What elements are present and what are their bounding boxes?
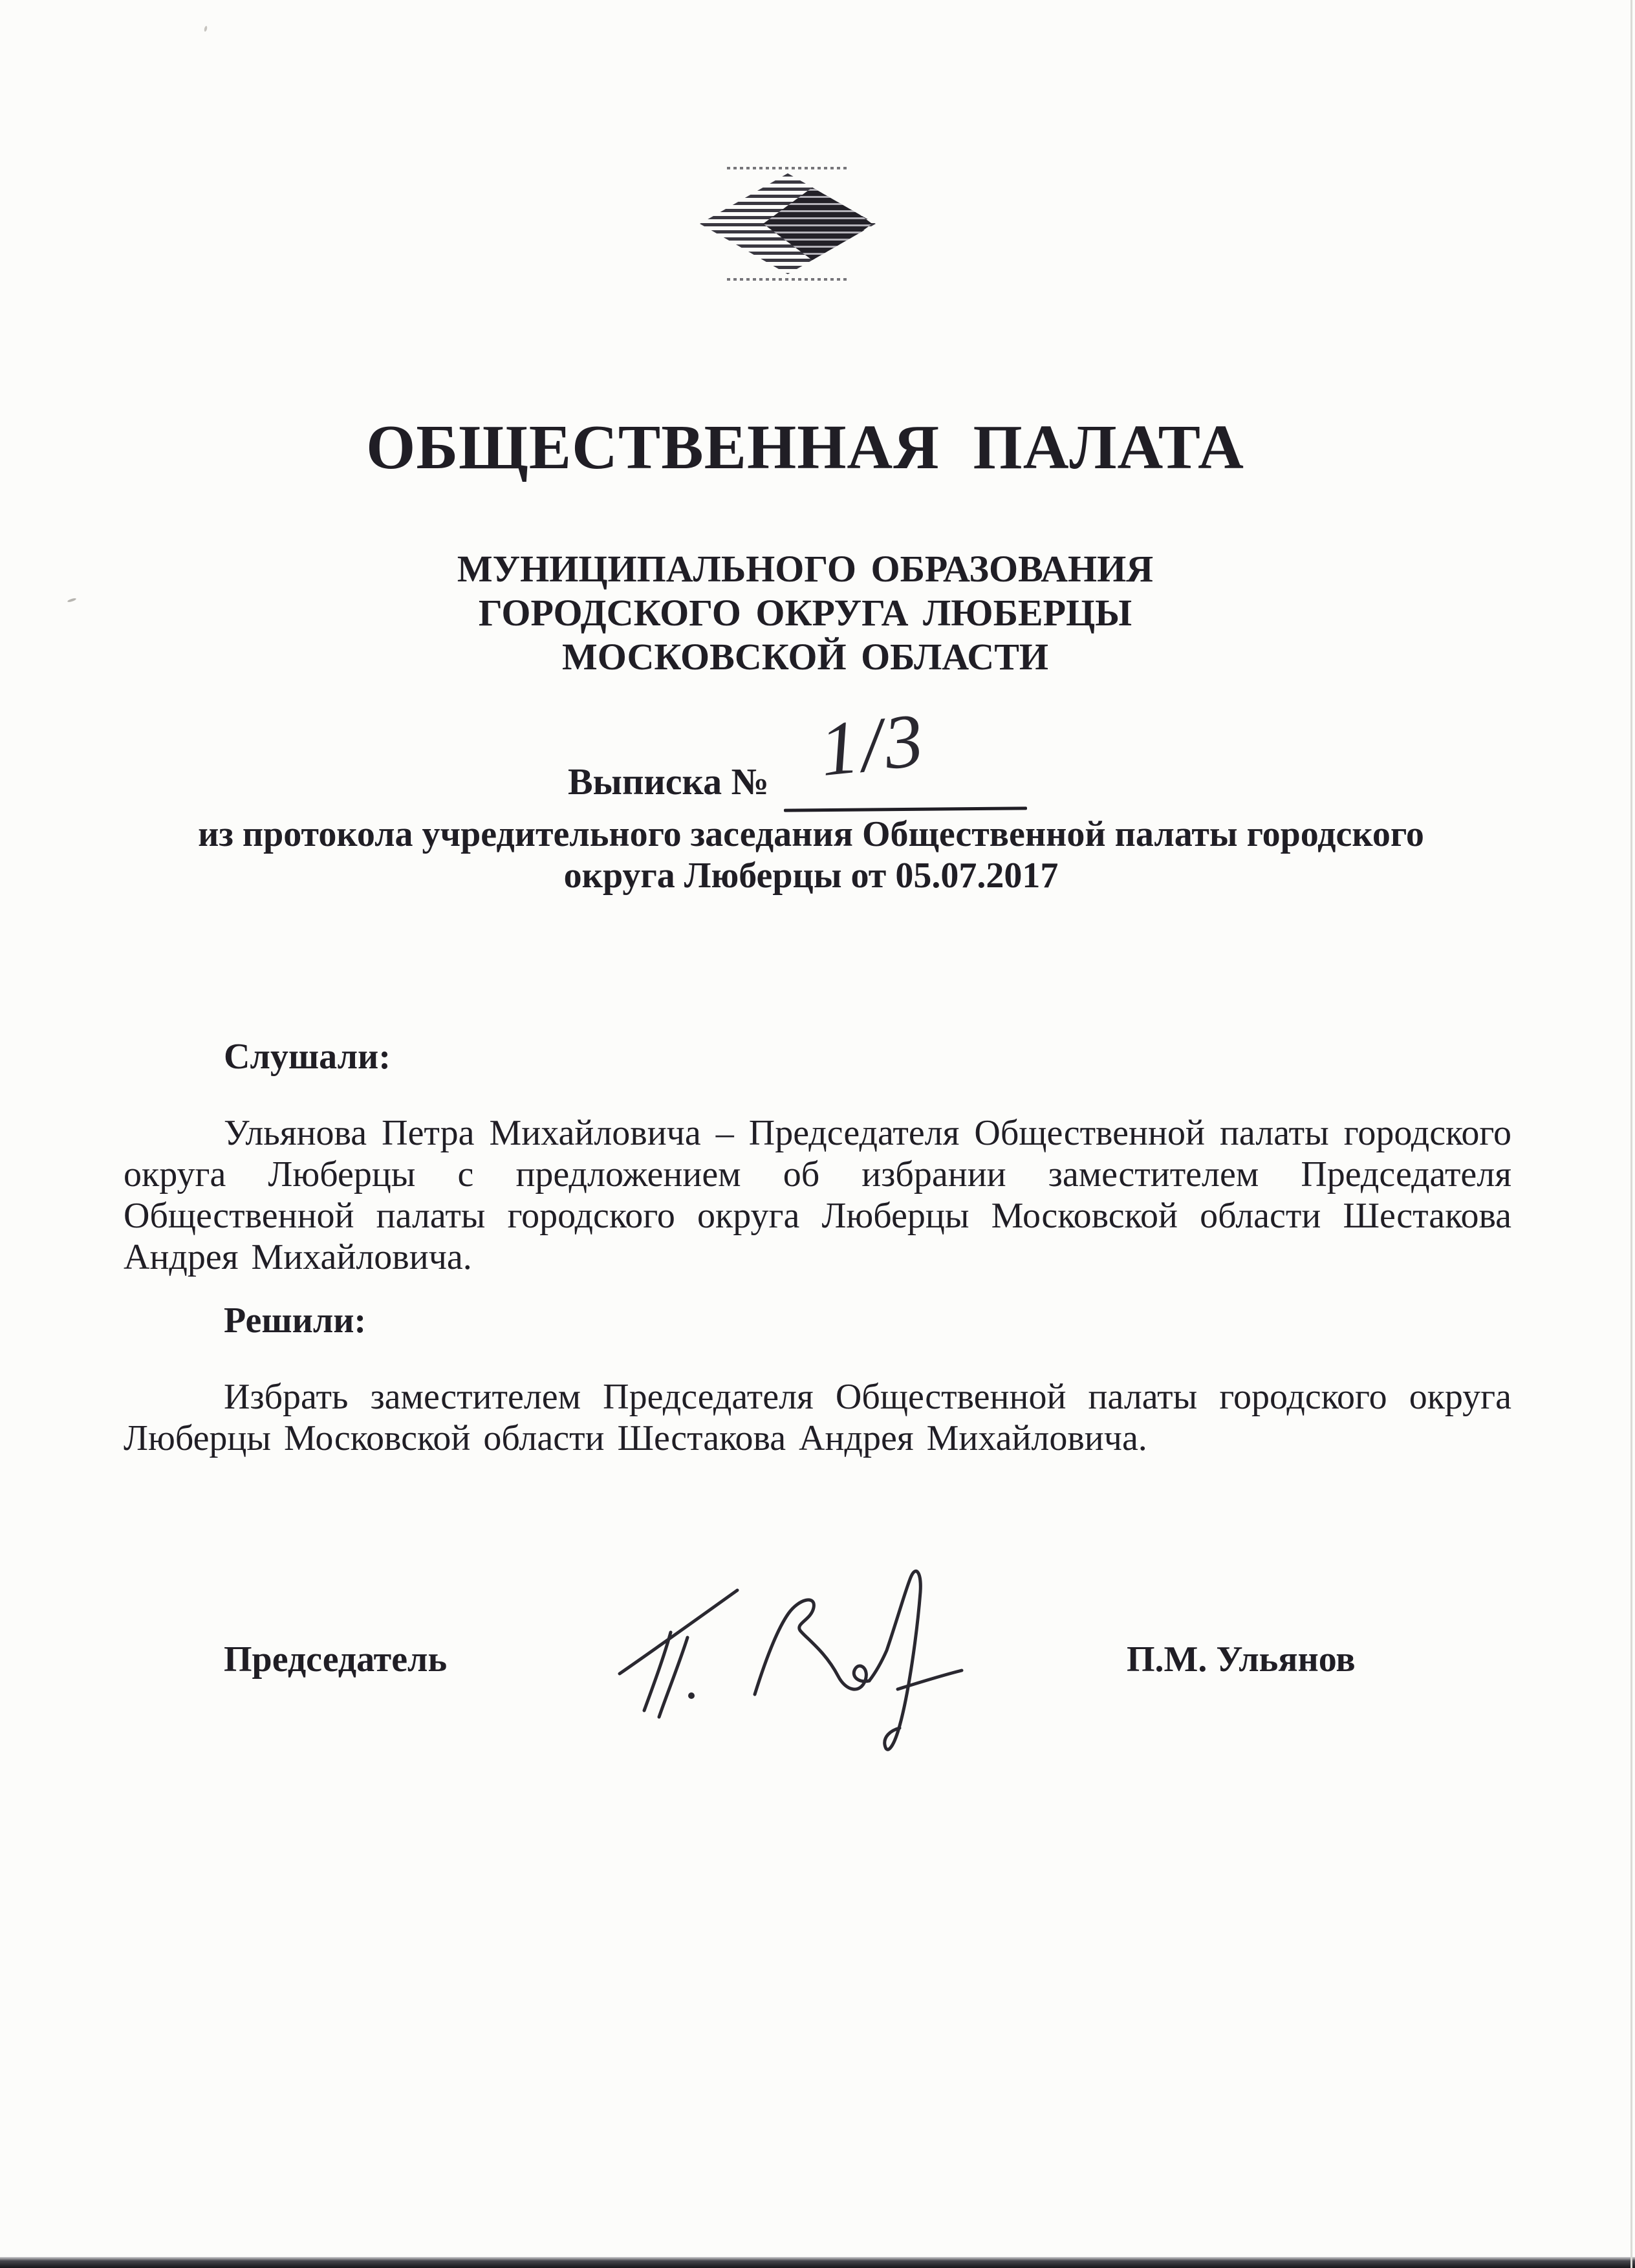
scan-bottom-edge	[0, 2257, 1635, 2268]
extract-description-line-2: округа Люберцы от 05.07.2017	[563, 856, 1059, 896]
section-resolved-heading: Решили:	[224, 1301, 367, 1341]
signature-role-label: Председатель	[224, 1639, 448, 1679]
scan-right-edge	[1630, 0, 1632, 2268]
extract-number-underline	[784, 806, 1027, 812]
logo-diamond-outer	[700, 173, 876, 274]
extract-description-line-1: из протокола учредительного заседания Общественной палаты городского	[198, 814, 1424, 854]
logo-microtext-bottom	[727, 278, 849, 281]
section-heard-heading: Слушали:	[224, 1037, 391, 1077]
signature-scribble	[601, 1481, 1002, 1830]
logo-diamond-inner	[763, 184, 872, 265]
org-subtitle-line-3: МОСКОВСКОЙ ОБЛАСТИ	[561, 636, 1048, 678]
org-name-title: ОБЩЕСТВЕННАЯ ПАЛАТА	[366, 413, 1244, 482]
extract-number-handwritten: 1/3	[816, 697, 930, 793]
org-subtitle-line-2: ГОРОДСКОГО ОКРУГА ЛЮБЕРЦЫ	[478, 592, 1132, 634]
signatory-name: П.М. Ульянов	[1127, 1639, 1356, 1679]
org-subtitle-line-1: МУНИЦИПАЛЬНОГО ОБРАЗОВАНИЯ	[457, 548, 1154, 590]
section-resolved-body: Избрать заместителем Председателя Общественной палаты городского округа Люберцы Московской области Шестакова Андрея Михайловича.	[124, 1377, 1511, 1458]
organization-logo	[700, 167, 876, 287]
section-heard-body: Ульянова Петра Михайловича – Председателя Общественной палаты городского округа Люберцы с предложением об избрании заместителем Председателя Общественной палаты городского округа Люберцы Московской области Шестакова Андрея Михайловича.	[124, 1113, 1511, 1277]
extract-label: Выписка №	[568, 761, 769, 803]
org-subtitle	[0, 547, 1610, 679]
logo-microtext-top	[727, 167, 849, 169]
scan-speck	[204, 26, 208, 32]
